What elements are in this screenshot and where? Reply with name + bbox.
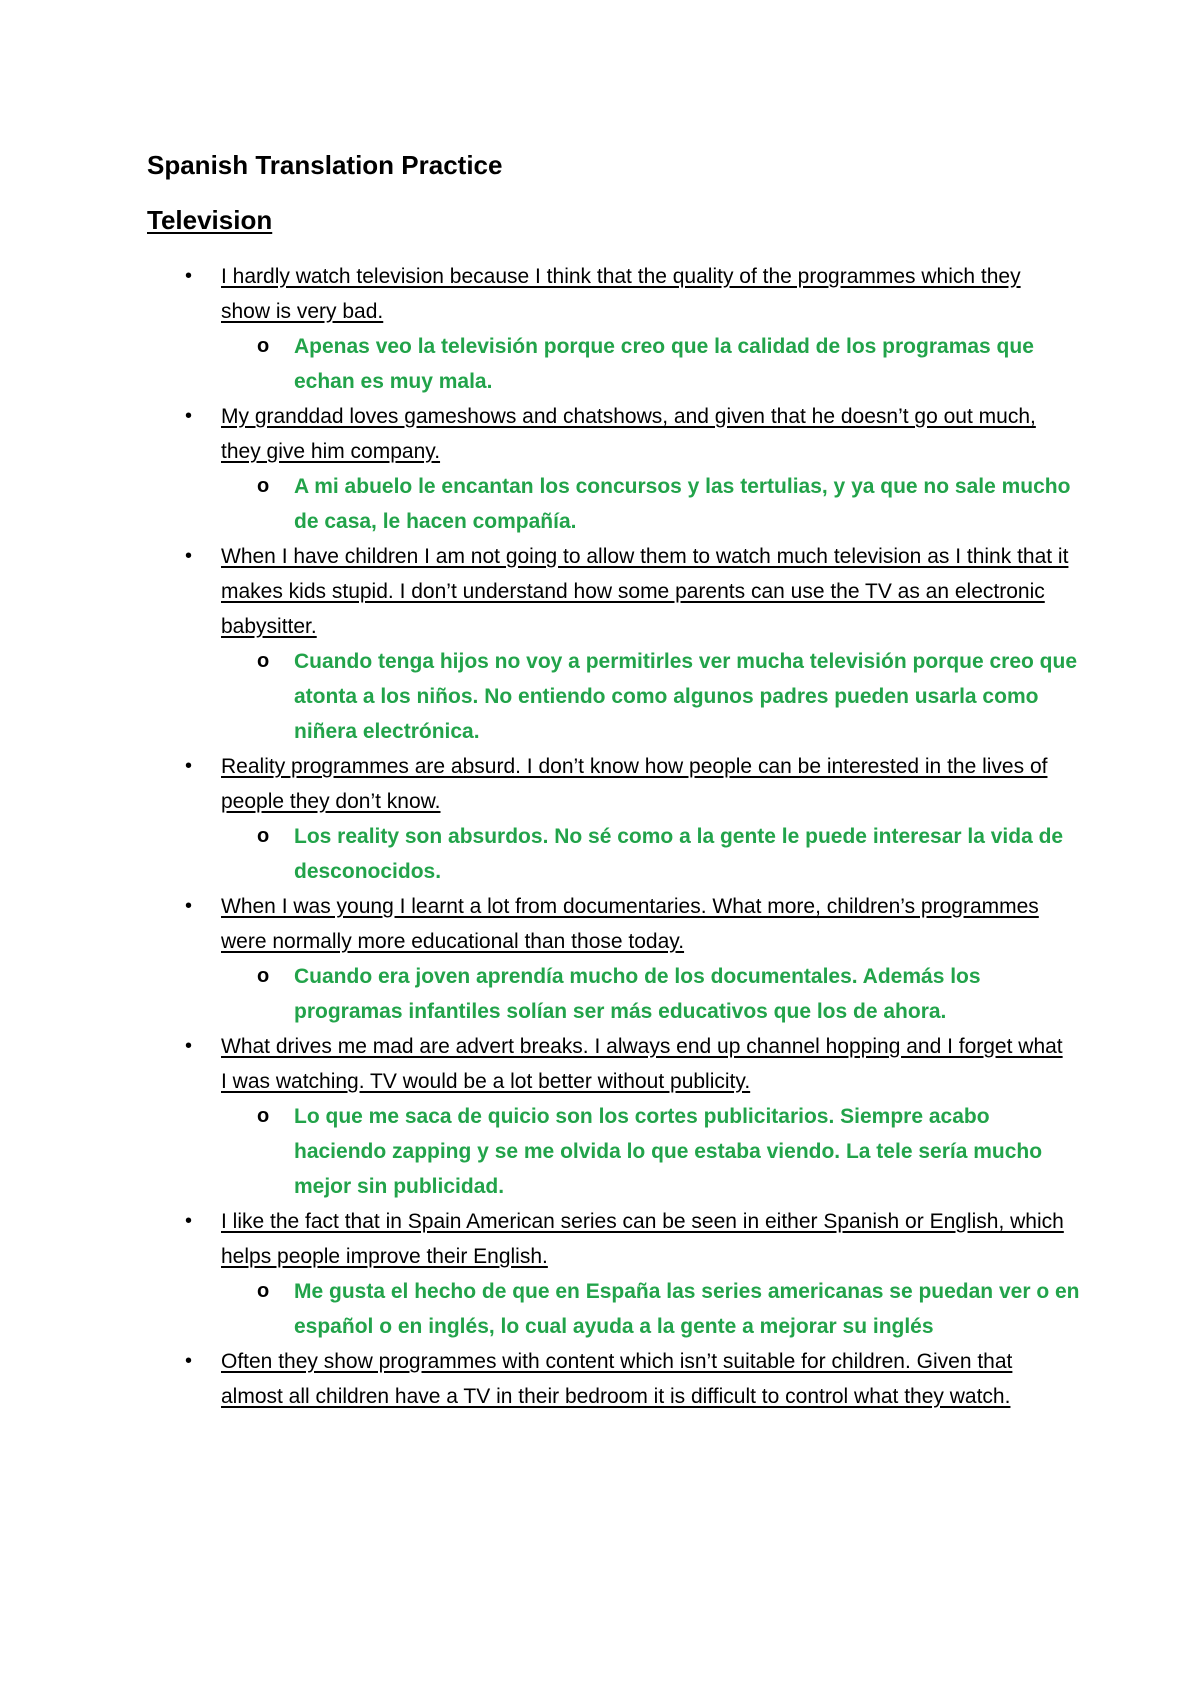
spanish-translation: Cuando tenga hijos no voy a permitirles ver mucha televisión porque creo que atonta a los niños. No entiendo como algunos padres pueden usarla como niñera electrónica. bbox=[294, 650, 1078, 743]
english-sentence: What drives me mad are advert breaks. I always end up channel hopping and I forget what I was watching. TV would be a lot better without publicity. bbox=[221, 1035, 1063, 1093]
translation-list bbox=[0, 259, 1200, 1414]
bullet-icon: • bbox=[185, 895, 193, 917]
translation-row bbox=[0, 644, 1200, 749]
sub-bullet-icon: o bbox=[257, 650, 270, 672]
english-sentence: When I was young I learnt a lot from documentaries. What more, children’s programmes were normally more educational than those today. bbox=[221, 895, 1039, 953]
document-title: Spanish Translation Practice bbox=[147, 150, 503, 180]
spanish-translation: Cuando era joven aprendía mucho de los documentales. Además los programas infantiles solían ser más educativos que los de ahora. bbox=[294, 965, 981, 1023]
translation-row bbox=[0, 1099, 1200, 1204]
sub-bullet-icon: o bbox=[257, 1280, 270, 1302]
bullet-icon: • bbox=[185, 265, 193, 287]
bullet-icon: • bbox=[185, 1035, 193, 1057]
english-sentence: I hardly watch television because I think that the quality of the programmes which they show is very bad. bbox=[221, 265, 1021, 323]
sub-bullet-icon: o bbox=[257, 965, 270, 987]
spanish-translation: Los reality son absurdos. No sé como a la gente le puede interesar la vida de desconocidos. bbox=[294, 825, 1064, 883]
list-item bbox=[0, 889, 1200, 1029]
bullet-icon: • bbox=[185, 405, 193, 427]
bullet-icon: • bbox=[185, 755, 193, 777]
translation-row bbox=[0, 819, 1200, 889]
list-item bbox=[0, 1029, 1200, 1204]
english-sentence: I like the fact that in Spain American series can be seen in either Spanish or English, which helps people improve their English. bbox=[221, 1210, 1064, 1268]
english-sentence: Reality programmes are absurd. I don’t know how people can be interested in the lives of people they don’t know. bbox=[221, 755, 1048, 813]
sub-bullet-icon: o bbox=[257, 1105, 270, 1127]
list-item bbox=[0, 539, 1200, 749]
list-item bbox=[0, 259, 1200, 399]
list-item bbox=[0, 1204, 1200, 1344]
translation-row bbox=[0, 329, 1200, 399]
sub-bullet-icon: o bbox=[257, 825, 270, 847]
english-sentence: When I have children I am not going to allow them to watch much television as I think that it makes kids stupid. I don’t understand how some parents can use the TV as an electronic babysitter. bbox=[221, 545, 1069, 638]
spanish-translation: A mi abuelo le encantan los concursos y las tertulias, y ya que no sale mucho de casa, le hacen compañía. bbox=[294, 475, 1071, 533]
sub-bullet-icon: o bbox=[257, 475, 270, 497]
translation-row bbox=[0, 1274, 1200, 1344]
bullet-icon: • bbox=[185, 1350, 193, 1372]
bullet-icon: • bbox=[185, 1210, 193, 1232]
english-sentence: Often they show programmes with content which isn’t suitable for children. Given that almost all children have a TV in their bedroom it is difficult to control what they watch. bbox=[221, 1350, 1013, 1408]
list-item bbox=[0, 399, 1200, 539]
translation-row bbox=[0, 959, 1200, 1029]
english-sentence: My granddad loves gameshows and chatshows, and given that he doesn’t go out much, they give him company. bbox=[221, 405, 1036, 463]
spanish-translation: Lo que me saca de quicio son los cortes publicitarios. Siempre acabo haciendo zapping y se me olvida lo que estaba viendo. La tele sería mucho mejor sin publicidad. bbox=[294, 1105, 1043, 1198]
translation-row bbox=[0, 469, 1200, 539]
list-item bbox=[0, 749, 1200, 889]
sub-bullet-icon: o bbox=[257, 335, 270, 357]
bullet-icon: • bbox=[185, 545, 193, 567]
list-item bbox=[0, 1344, 1200, 1414]
spanish-translation: Apenas veo la televisión porque creo que la calidad de los programas que echan es muy mala. bbox=[294, 335, 1034, 393]
spanish-translation: Me gusta el hecho de que en España las series americanas se puedan ver o en español o en inglés, lo cual ayuda a la gente a mejorar su inglés bbox=[294, 1280, 1080, 1338]
section-heading-television: Television bbox=[147, 205, 273, 235]
